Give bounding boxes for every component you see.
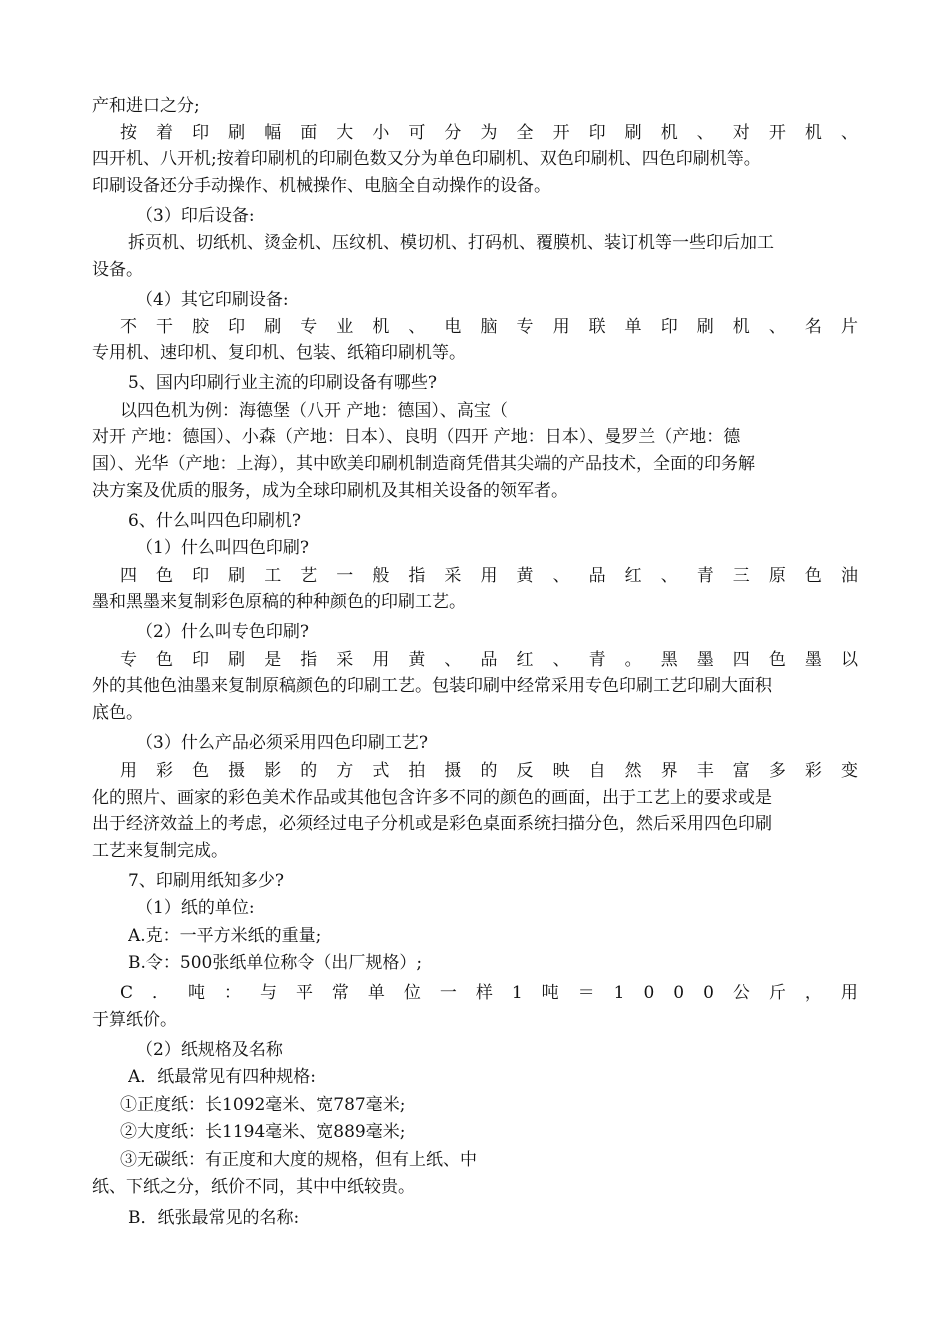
text-line: 工艺来复制完成。: [92, 841, 228, 861]
text-line-justified: 用 彩 色 摄 影 的 方 式 拍 摄 的 反 映 自 然 界 丰 富 多 彩 变: [120, 761, 858, 781]
text-line: ②大度纸：长1194毫米、宽889毫米;: [120, 1122, 406, 1142]
text-line: （1）纸的单位:: [136, 898, 255, 918]
text-line: 于算纸价。: [92, 1010, 177, 1030]
text-line: 纸、下纸之分，纸价不同，其中中纸较贵。: [92, 1177, 415, 1197]
text-line: 出于经济效益上的考虑，必须经过电子分机或是彩色桌面系统扫描分色，然后采用四色印刷: [92, 814, 772, 834]
text-line: 拆页机、切纸机、烫金机、压纹机、模切机、打码机、覆膜机、装订机等一些印后加工: [128, 233, 774, 253]
text-line: （3）印后设备:: [136, 206, 255, 226]
text-line: 对开 产地：德国）、小森（产地：日本）、良明（四开 产地：日本）、曼罗兰（产地：德: [92, 427, 741, 447]
text-line-justified: 按 着 印 刷 幅 面 大 小 可 分 为 全 开 印 刷 机 、 对 开 机 、: [120, 123, 858, 143]
text-line: 7、印刷用纸知多少?: [128, 871, 284, 891]
text-line: （3）什么产品必须采用四色印刷工艺?: [136, 733, 428, 753]
text-line-justified: C ． 吨 ： 与 平 常 单 位 一 样 1 吨 ＝ 1 0 0 0 公 斤 ， 用: [120, 983, 858, 1003]
text-line: （4）其它印刷设备:: [136, 290, 289, 310]
text-line: A．纸最常见有四种规格:: [128, 1067, 317, 1087]
text-line: 印刷设备还分手动操作、机械操作、电脑全自动操作的设备。: [92, 176, 551, 196]
text-line: A.克：一平方米纸的重量;: [128, 926, 322, 946]
text-line-justified: 专 色 印 刷 是 指 采 用 黄 、 品 红 、 青 。 黑 墨 四 色 墨 以: [120, 650, 858, 670]
text-line: 产和进口之分;: [92, 96, 200, 116]
text-line: 专用机、速印机、复印机、包装、纸箱印刷机等。: [92, 343, 466, 363]
text-line: 外的其他色油墨来复制原稿颜色的印刷工艺。包装印刷中经常采用专色印刷工艺印刷大面积: [92, 676, 772, 696]
text-line-justified: 四 色 印 刷 工 艺 一 般 指 采 用 黄 、 品 红 、 青 三 原 色 油: [120, 566, 858, 586]
text-line: B．纸张最常见的名称:: [128, 1208, 300, 1228]
text-line: B.令：500张纸单位称令（出厂规格）;: [128, 953, 423, 973]
text-line: 国）、光华（产地：上海），其中欧美印刷机制造商凭借其尖端的产品技术，全面的印务解: [92, 454, 755, 474]
text-line-justified: 不 干 胶 印 刷 专 业 机 、 电 脑 专 用 联 单 印 刷 机 、 名 片: [120, 317, 858, 337]
text-line: 以四色机为例：海德堡（八开 产地：德国）、高宝（: [120, 401, 508, 421]
text-line: ③无碳纸：有正度和大度的规格，但有上纸、中: [120, 1150, 477, 1170]
text-line: 设备。: [92, 260, 143, 280]
text-line: 四开机、八开机;按着印刷机的印刷色数又分为单色印刷机、双色印刷机、四色印刷机等。: [92, 149, 761, 169]
text-line: （2）什么叫专色印刷?: [136, 622, 309, 642]
text-line: 决方案及优质的服务，成为全球印刷机及其相关设备的领军者。: [92, 481, 568, 501]
text-line: 化的照片、画家的彩色美术作品或其他包含许多不同的颜色的画面，出于工艺上的要求或是: [92, 788, 772, 808]
text-line: 墨和黑墨来复制彩色原稿的种种颜色的印刷工艺。: [92, 592, 466, 612]
text-line: （1）什么叫四色印刷?: [136, 538, 309, 558]
text-line: 底色。: [92, 703, 143, 723]
text-line: ①正度纸：长1092毫米、宽787毫米;: [120, 1095, 406, 1115]
text-line: （2）纸规格及名称: [136, 1040, 283, 1060]
text-line: 6、什么叫四色印刷机?: [128, 511, 301, 531]
text-line: 5、国内印刷行业主流的印刷设备有哪些?: [128, 373, 437, 393]
